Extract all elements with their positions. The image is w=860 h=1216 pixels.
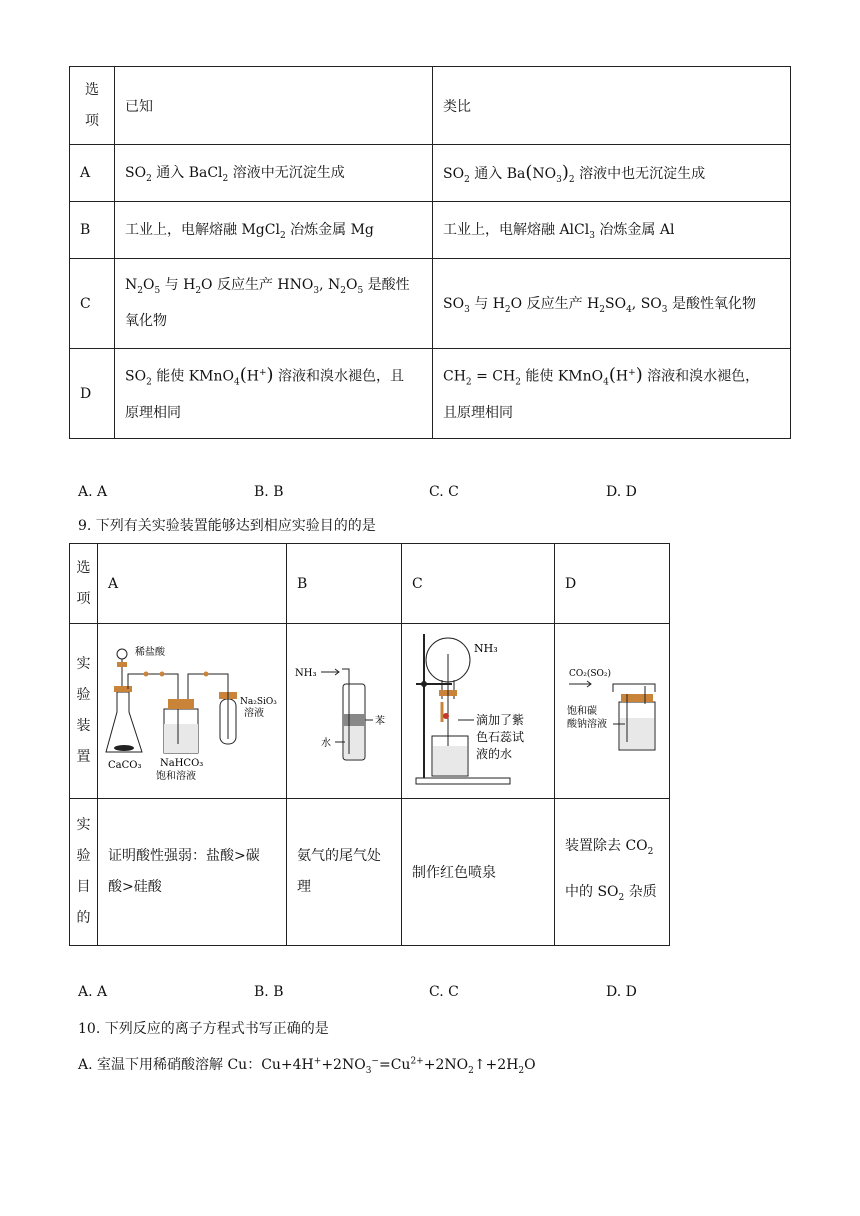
choice-c[interactable]: C. C: [429, 484, 459, 500]
header-option: 选 项: [70, 67, 115, 145]
apparatus-a-drawing: [98, 624, 286, 794]
row-analogy: $SO_2$ 通入 $Ba(NO_3)_2$ 溶液中也无沉淀生成: [433, 145, 791, 202]
row-analogy: $CH_2 = CH_2$ 能使 KMnO$_4$(H+) 溶液和溴水褪色， 且原理相同: [433, 349, 791, 439]
table-row: [70, 624, 670, 799]
option-b: B: [287, 544, 402, 624]
table-row: [70, 259, 791, 349]
label-mid2: 饱和溶液: [156, 771, 196, 782]
row-known: 工业上，电解熔融 MgCl$_2$ 冶炼金属 Mg: [115, 202, 433, 259]
row-label-purpose: 实 验 目 的: [70, 799, 98, 946]
choice-b[interactable]: B. B: [254, 484, 284, 500]
row-analogy: $SO_3$ 与 $H_2O$ 反应生产 $H_2SO_4$, $SO_3$ 是酸性氧化物: [433, 259, 791, 349]
choice-a[interactable]: A. A: [78, 984, 108, 1000]
apparatus-c: [402, 624, 555, 799]
apparatus-c-drawing: [402, 624, 554, 794]
option-a: A: [98, 544, 287, 624]
apparatus-a: [98, 624, 287, 799]
label-acid: 稀盐酸: [135, 647, 165, 658]
question-9-stem: 9. 下列有关实验装置能够达到相应实验目的的是: [78, 518, 376, 534]
purpose-d: 装置除去 $CO_2$ 中的 $SO_2$ 杂质: [555, 799, 670, 946]
label-liquid-1: 饱和碳: [567, 706, 597, 717]
question-10-stem: 10. 下列反应的离子方程式书写正确的是: [78, 1021, 329, 1037]
label-gas: NH₃: [295, 668, 317, 679]
header-option: 选 项: [70, 544, 98, 624]
choice-c[interactable]: C. C: [429, 984, 459, 1000]
choices-q8: [78, 484, 678, 504]
row-known: $SO_2$ 通入 BaCl$_2$ 溶液中无沉淀生成: [115, 145, 433, 202]
row-option: A: [70, 145, 115, 202]
label-solid: CaCO₃: [108, 760, 142, 771]
label-mid: NaHCO₃: [160, 758, 204, 769]
label-liquid-1: 滴加了紫: [476, 713, 525, 727]
row-option: D: [70, 349, 115, 439]
row-analogy: 工业上，电解熔融 AlCl$_3$ 冶炼金属 Al: [433, 202, 791, 259]
row-known: $N_2O_5$ 与 $H_2O$ 反应生产 $HNO_3$, $N_2O_5$ 是酸性 氧化物: [115, 259, 433, 349]
row-known: $SO_2$ 能使 KMnO$_4$(H+) 溶液和溴水褪色，且 原理相同: [115, 349, 433, 439]
option-c: C: [402, 544, 555, 624]
analogy-table: [69, 66, 791, 439]
question-10-option-a[interactable]: A. 室温下用稀硝酸溶解 Cu：$Cu+4H^++2NO_3^-=Cu^{2+}+2NO_2↑+2H_2O$: [78, 1056, 536, 1076]
label-gas: NH₃: [474, 642, 498, 655]
header-analogy: 类比: [433, 67, 791, 145]
apparatus-d-drawing: [555, 624, 669, 794]
row-option: B: [70, 202, 115, 259]
purpose-c: 制作红色喷泉: [402, 799, 555, 946]
table-row: [70, 67, 791, 145]
experiment-table: [69, 543, 670, 946]
header-known: 已知: [115, 67, 433, 145]
table-row: [70, 544, 670, 624]
label-lower: 水: [321, 738, 331, 749]
label-upper: 苯: [375, 716, 385, 727]
table-row: [70, 799, 670, 946]
purpose-a: 证明酸性强弱：盐酸>碳 酸>硅酸: [98, 799, 287, 946]
apparatus-b-drawing: [287, 624, 401, 794]
apparatus-d: [555, 624, 670, 799]
label-liquid-2: 色石蕊试: [476, 730, 525, 744]
table-row: [70, 202, 791, 259]
apparatus-b: [287, 624, 402, 799]
label-right2: 溶液: [244, 708, 264, 719]
choices-q9: [78, 984, 678, 1004]
choice-d[interactable]: D. D: [606, 984, 637, 1000]
choice-a[interactable]: A. A: [78, 484, 108, 500]
label-gas: CO₂(SO₂): [569, 669, 612, 679]
option-d: D: [555, 544, 670, 624]
label-right: Na₂SiO₃: [240, 697, 277, 707]
label-liquid-2: 酸钠溶液: [567, 719, 607, 730]
row-label-device: 实 验 装 置: [70, 624, 98, 799]
label-liquid-3: 液的水: [476, 747, 513, 761]
purpose-b: 氨气的尾气处 理: [287, 799, 402, 946]
choice-d[interactable]: D. D: [606, 484, 637, 500]
row-option: C: [70, 259, 115, 349]
table-row: [70, 145, 791, 202]
choice-b[interactable]: B. B: [254, 984, 284, 1000]
table-row: [70, 349, 791, 439]
